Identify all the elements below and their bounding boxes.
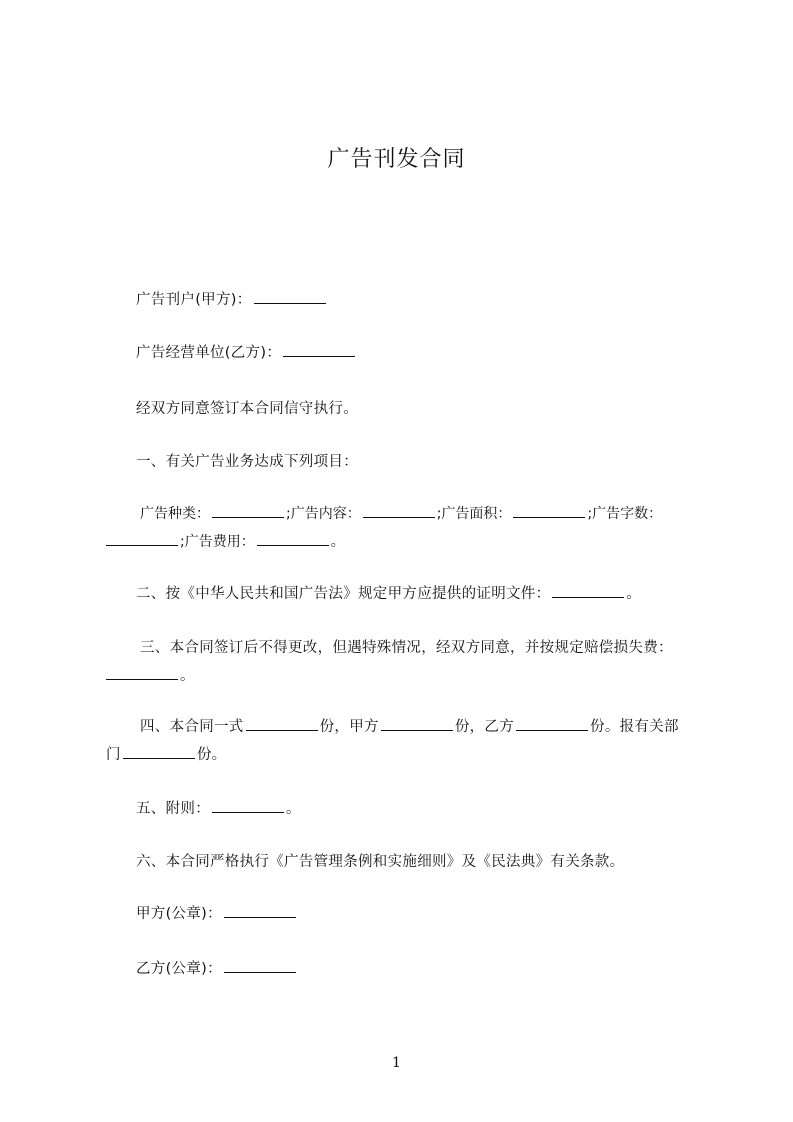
ad-area-blank[interactable]: [513, 503, 585, 518]
party-a-seal-field: [106, 900, 706, 928]
clause-2-blank[interactable]: [552, 583, 624, 598]
intro-text: 经双方同意签订本合同信守执行。: [136, 401, 358, 417]
copies-total-blank[interactable]: [246, 716, 318, 731]
intro-paragraph: [106, 395, 706, 423]
ad-words-blank[interactable]: [106, 531, 178, 546]
party-b-label: 广告经营单位(乙方)：: [136, 345, 282, 361]
clause-4-text-d: 份。报有关部: [590, 719, 679, 735]
clause-3: [106, 634, 706, 690]
document-title: 广告刊发合同: [327, 147, 466, 172]
clause-5-end: 。: [286, 801, 301, 817]
party-b-seal-blank[interactable]: [224, 958, 296, 973]
clause-5: [106, 795, 706, 823]
clause-3-blank[interactable]: [106, 665, 178, 680]
clause-4-text-b: 份，甲方: [319, 719, 379, 735]
clause-3-text: 三、本合同签订后不得更改，但遇特殊情况，经双方同意，并按规定赔偿损失费：: [140, 640, 673, 656]
page-number: 1: [392, 1055, 401, 1071]
party-a-field: [106, 286, 706, 314]
party-b-blank[interactable]: [283, 342, 355, 357]
clause-1-heading: [106, 448, 706, 476]
party-a-blank[interactable]: [254, 289, 326, 304]
party-b-field: [106, 339, 706, 367]
ad-fee-blank[interactable]: [257, 531, 329, 546]
clause-4-text-f: 份。: [196, 747, 227, 763]
party-b-seal-field: [106, 955, 706, 983]
clause-1-heading-text: 一、有关广告业务达成下列项目：: [136, 454, 358, 470]
party-a-seal-blank[interactable]: [224, 903, 296, 918]
ad-area-label: ;广告面积：: [436, 506, 512, 522]
party-b-seal-label: 乙方(公章)：: [136, 961, 222, 977]
clause-5-blank[interactable]: [212, 798, 284, 813]
ad-content-label: ;广告内容：: [286, 506, 361, 522]
ad-words-label: ;广告字数：: [587, 506, 663, 522]
copies-party-a-blank[interactable]: [381, 716, 453, 731]
clause-4-text-a: 四、本合同一式: [140, 719, 244, 735]
clause-4: [106, 713, 706, 769]
clause-5-text: 五、附则：: [136, 801, 210, 817]
clause-6-text: 六、本合同严格执行《广告管理条例和实施细则》及《民法典》有关条款。: [136, 854, 625, 870]
ad-content-blank[interactable]: [363, 503, 435, 518]
clause-2-text: 二、按《中华人民共和国广告法》规定甲方应提供的证明文件：: [136, 586, 551, 602]
clause-2: [106, 580, 706, 608]
ad-type-label: 广告种类：: [140, 506, 210, 522]
party-a-seal-label: 甲方(公章)：: [136, 906, 222, 922]
clause-4-text-e: 门: [106, 747, 121, 763]
clause-3-end: 。: [180, 668, 195, 684]
clause-1-items: [106, 500, 706, 556]
ad-fee-label: ;广告费用：: [180, 534, 255, 550]
clause-6: [106, 848, 706, 876]
clause-2-end: 。: [626, 586, 642, 602]
clause-1-end: 。: [330, 534, 345, 550]
party-a-label: 广告刊户(甲方)：: [136, 292, 252, 308]
copies-party-b-blank[interactable]: [516, 716, 588, 731]
clause-4-text-c: 份，乙方: [454, 719, 515, 735]
copies-department-blank[interactable]: [123, 744, 195, 759]
ad-type-blank[interactable]: [212, 503, 284, 518]
